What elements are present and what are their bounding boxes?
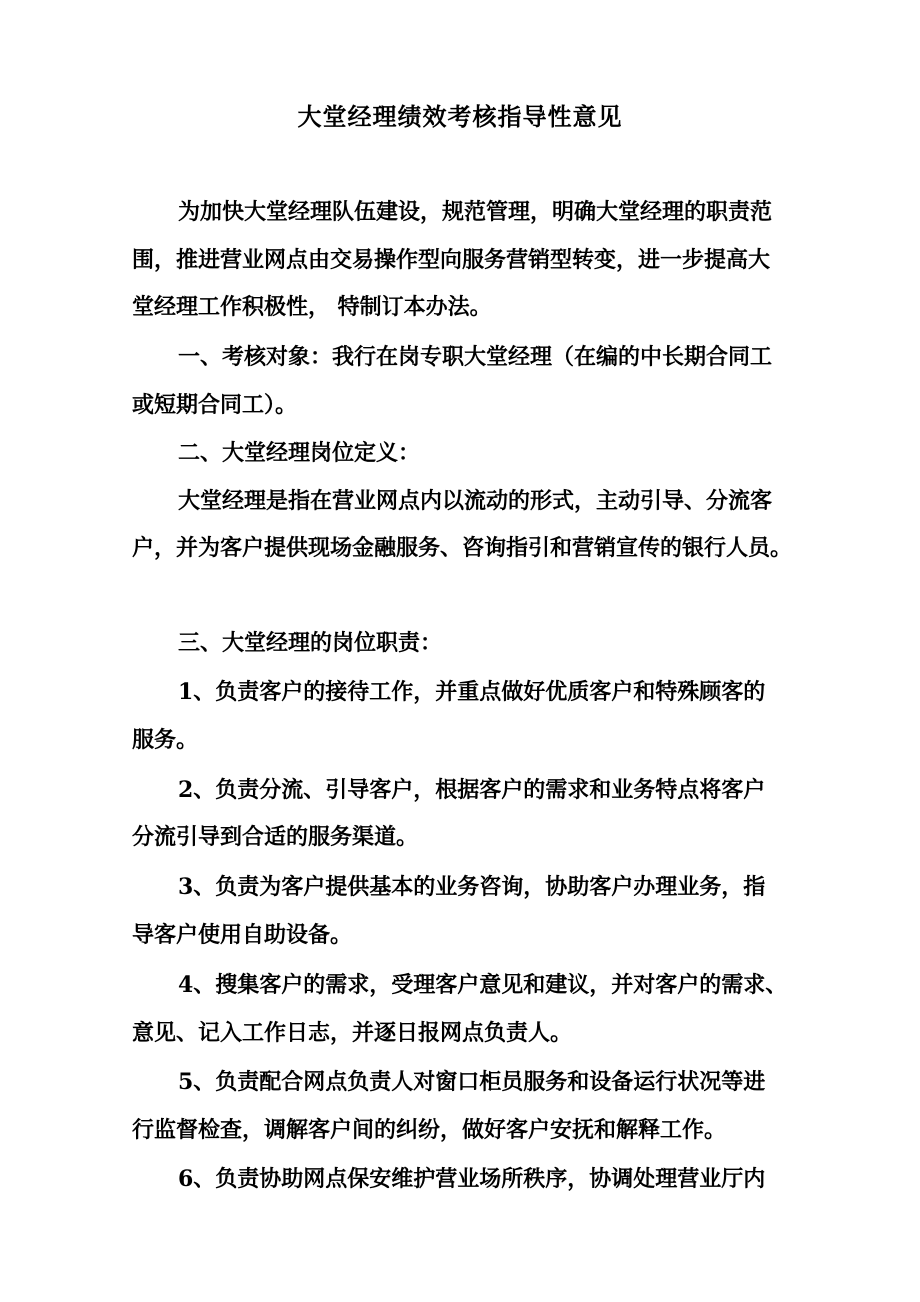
list-item-line: 4、搜集客户的需求，受理客户意见和建议，并对客户的需求、 xyxy=(178,972,788,998)
section-heading-line: 一、考核对象：我行在岗专职大堂经理（在编的中长期合同工 xyxy=(178,344,773,370)
list-item-line: 3、负责为客户提供基本的业务咨询，协助客户办理业务，指 xyxy=(178,874,766,900)
list-item-line: 行监督检查，调解客户间的纠纷，做好客户安抚和解释工作。 xyxy=(132,1117,727,1143)
list-item-line: 2、负责分流、引导客户，根据客户的需求和业务特点将客户 xyxy=(178,777,766,803)
paragraph-line: 大堂经理是指在营业网点内以流动的形式，主动引导、分流客 xyxy=(178,488,773,514)
document-title: 大堂经理绩效考核指导性意见 xyxy=(297,102,623,131)
paragraph-line: 或短期合同工）。 xyxy=(132,392,298,418)
section-heading-line: 二、大堂经理岗位定义： xyxy=(178,440,421,466)
paragraph-line: 围，推进营业网点由交易操作型向服务营销型转变，进一步提高大 xyxy=(132,247,771,273)
list-item-line: 导客户使用自助设备。 xyxy=(132,922,353,948)
paragraph-line: 堂经理工作积极性， 特制订本办法。 xyxy=(132,294,492,320)
list-item-line: 5、负责配合网点负责人对窗口柜员服务和设备运行状况等进 xyxy=(178,1069,766,1095)
list-item-line: 意见、记入工作日志，并逐日报网点负责人。 xyxy=(132,1020,573,1046)
list-item-line: 1、负责客户的接待工作，并重点做好优质客户和特殊顾客的 xyxy=(178,679,766,705)
section-heading-line: 三、大堂经理的岗位职责： xyxy=(178,630,443,656)
paragraph-line: 户，并为客户提供现场金融服务、咨询指引和营销宣传的银行人员。 xyxy=(132,535,793,561)
paragraph-line: 为加快大堂经理队伍建设，规范管理，明确大堂经理的职责范 xyxy=(178,199,773,225)
list-item-line: 分流引导到合适的服务渠道。 xyxy=(132,824,419,850)
list-item-line: 6、负责协助网点保安维护营业场所秩序，协调处理营业厅内 xyxy=(178,1166,766,1192)
list-item-line: 服务。 xyxy=(132,727,199,753)
